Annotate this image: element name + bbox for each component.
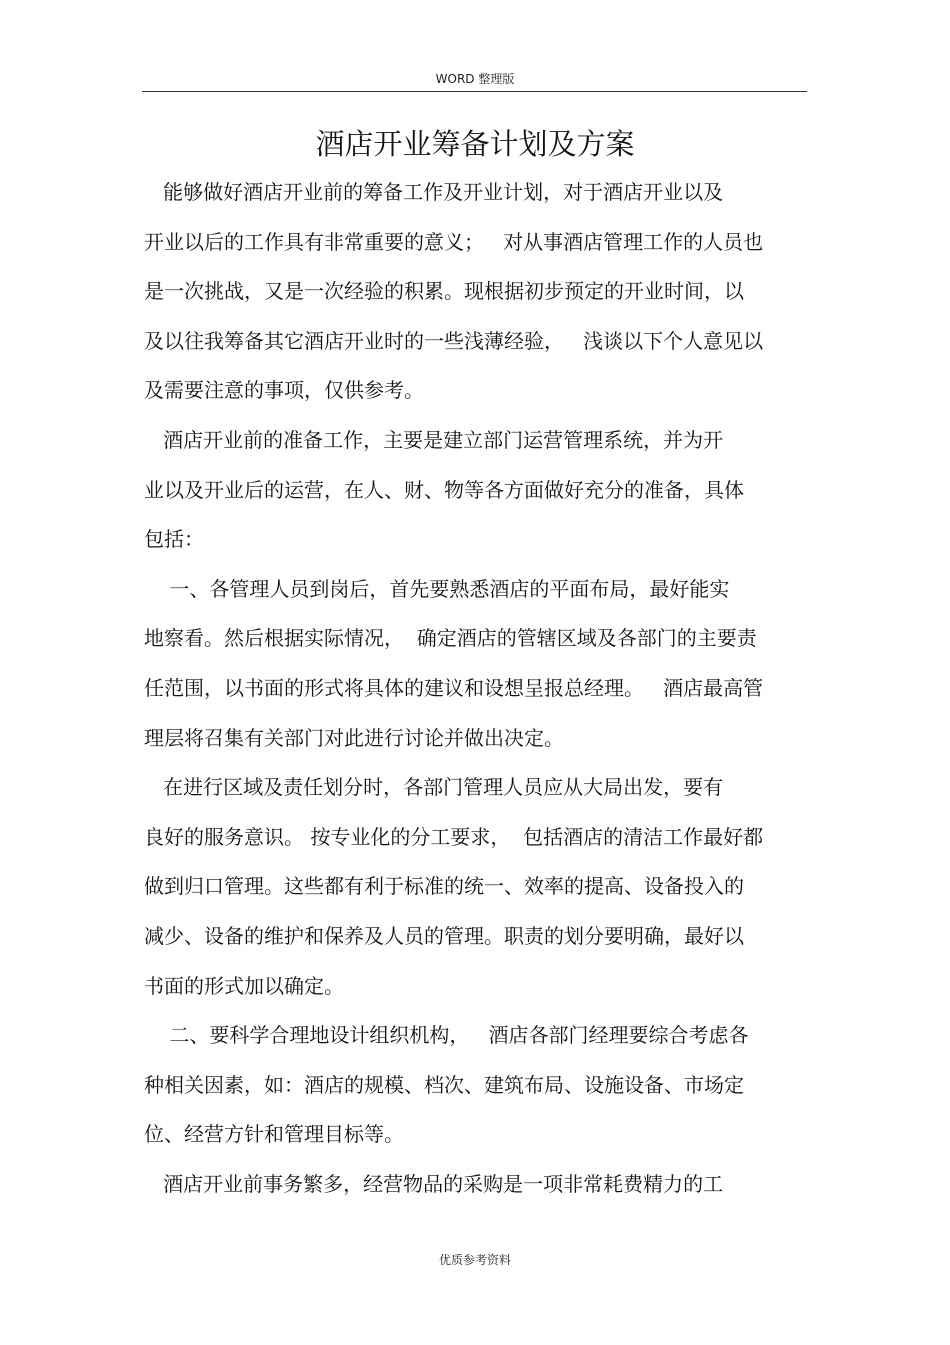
text-line: 酒店开业前的准备工作，主要是建立部门运营管理系统，并为开	[144, 427, 724, 452]
text-line: 良好的服务意识。 按专业化的分工要求， 包括酒店的清洁工作最好都	[144, 824, 764, 849]
text-line: 及需要注意的事项，仅供参考。	[144, 378, 424, 403]
text-line: 任范围，以书面的形式将具体的建议和设想呈报总经理。 酒店最高管	[144, 675, 764, 700]
text-line: 种相关因素，如：酒店的规模、档次、建筑布局、设施设备、市场定	[144, 1072, 744, 1097]
text-line: 能够做好酒店开业前的筹备工作及开业计划，对于酒店开业以及	[144, 180, 724, 204]
page-header: WORD 整理版	[435, 72, 515, 86]
document-title: 酒店开业筹备计划及方案	[315, 127, 635, 161]
header-divider	[142, 91, 807, 92]
text-line: 及以往我筹备其它酒店开业时的一些浅薄经验， 浅谈以下个人意见以	[144, 328, 764, 353]
text-line: 一、各管理人员到岗后，首先要熟悉酒店的平面布局，最好能实	[144, 576, 730, 601]
text-line: 理层将召集有关部门对此进行讨论并做出决定。	[144, 725, 564, 750]
text-line: 书面的形式加以确定。	[144, 973, 344, 998]
text-line: 做到归口管理。这些都有利于标准的统一、效率的提高、设备投入的	[144, 874, 744, 899]
text-line: 减少、设备的维护和保养及人员的管理。职责的划分要明确，最好以	[144, 923, 744, 948]
text-line: 开业以后的工作具有非常重要的意义； 对从事酒店管理工作的人员也	[144, 229, 764, 254]
page-footer: 优质参考资料	[438, 1253, 511, 1267]
text-line: 业以及开业后的运营，在人、财、物等各方面做好充分的准备，具体	[144, 477, 744, 502]
text-line: 地察看。然后根据实际情况， 确定酒店的管辖区域及各部门的主要责	[144, 626, 757, 651]
text-line: 酒店开业前事务繁多，经营物品的采购是一项非常耗费精力的工	[144, 1171, 724, 1196]
text-line: 位、经营方针和管理目标等。	[144, 1122, 404, 1147]
text-line: 在进行区域及责任划分时，各部门管理人员应从大局出发，要有	[144, 775, 724, 800]
document-body	[144, 170, 806, 1211]
text-line: 包括：	[144, 527, 204, 552]
text-line: 是一次挑战，又是一次经验的积累。现根据初步预定的开业时间，以	[144, 279, 744, 304]
text-line: 二、要科学合理地设计组织机构， 酒店各部门经理要综合考虑各	[144, 1023, 749, 1048]
